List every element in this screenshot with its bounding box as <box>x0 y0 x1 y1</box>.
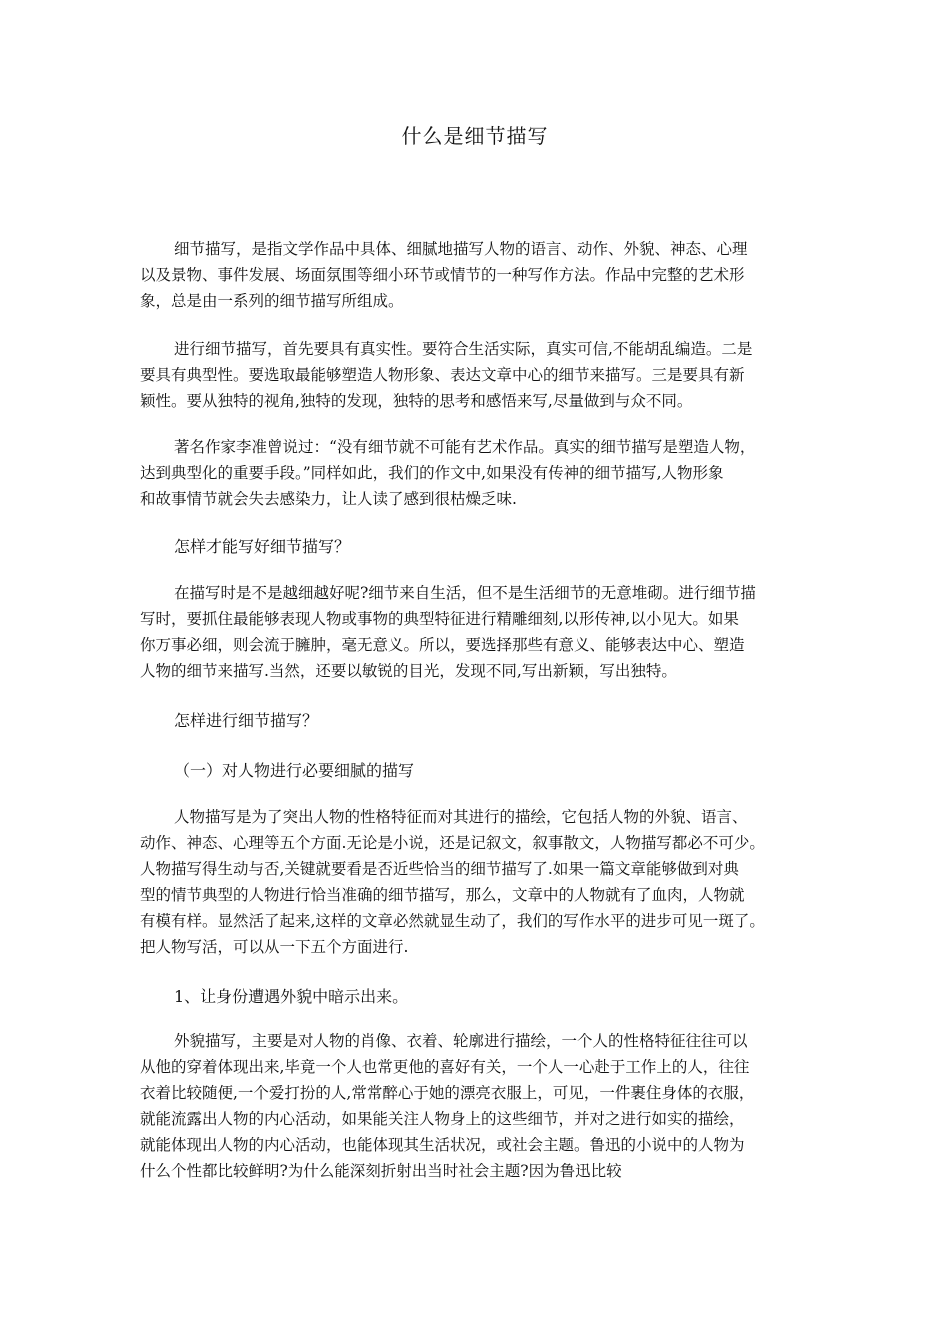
paragraph-line: 以及景物、事件发展、场面氛围等细小环节或情节的一种写作方法。作品中完整的艺术形 <box>140 266 745 284</box>
paragraph-line: 象，总是由一系列的细节描写所组成。 <box>140 292 404 310</box>
paragraph-detail-not-pile <box>140 580 820 684</box>
paragraph-line: 人物描写得生动与否,关键就要看是否近些恰当的细节描写了.如果一篇文章能够做到对典 <box>140 860 739 878</box>
paragraph-line: 就能体现出人物的内心活动，也能体现其生活状况，或社会主题。鲁迅的小说中的人物为 <box>140 1136 745 1154</box>
paragraph-line: 著名作家李准曾说过：“没有细节就不可能有艺术作品。真实的细节描写是塑造人物， <box>174 438 756 456</box>
paragraph-definition <box>140 236 820 314</box>
section-heading-how-to-write-well: 怎样才能写好细节描写？ <box>174 537 351 556</box>
paragraph-line: 颖性。要从独特的视角,独特的发现，独特的思考和感悟来写,尽量做到与众不同。 <box>140 392 693 410</box>
paragraph-requirements <box>140 336 820 414</box>
paragraph-line: 人物的细节来描写.当然，还要以敏锐的目光，发现不同,写出新颖，写出独特。 <box>140 662 677 680</box>
paragraph-line: 把人物写活，可以从一下五个方面进行. <box>140 938 409 956</box>
paragraph-line: 型的情节典型的人物进行恰当准确的细节描写，那么，文章中的人物就有了血肉，人物就 <box>140 886 745 904</box>
paragraph-line: 在描写时是不是越细越好呢?细节来自生活，但不是生活细节的无意堆砌。进行细节描 <box>174 584 756 602</box>
section-heading-how-to-describe: 怎样进行细节描写？ <box>174 711 319 730</box>
paragraph-line: 和故事情节就会失去感染力，让人读了感到很枯燥乏味. <box>140 490 517 508</box>
paragraph-quote <box>140 434 820 512</box>
subsection-heading-characters: （一）对人物进行必要细腻的描写 <box>174 761 415 780</box>
paragraph-line: 进行细节描写，首先要具有真实性。要符合生活实际，真实可信,不能胡乱编造。二是 <box>174 340 753 358</box>
paragraph-line: 你万事必细，则会流于臃肿，毫无意义。所以，要选择那些有意义、能够表达中心、塑造 <box>140 636 745 654</box>
paragraph-line: 达到典型化的重要手段。”同样如此，我们的作文中,如果没有传神的细节描写,人物形象 <box>140 464 724 482</box>
paragraph-appearance <box>140 1028 820 1184</box>
paragraph-line: 动作、神态、心理等五个方面.无论是小说，还是记叙文，叙事散文，人物描写都必不可少。 <box>140 834 765 852</box>
document-title: 什么是细节描写 <box>401 124 549 148</box>
paragraph-line: 衣着比较随便,一个爱打扮的人,常常醉心于她的漂亮衣服上，可见，一件裹住身体的衣服， <box>140 1084 755 1102</box>
paragraph-line: 人物描写是为了突出人物的性格特征而对其进行的描绘，它包括人物的外貌、语言、 <box>174 808 748 826</box>
paragraph-line: 什么个性都比较鲜明?为什么能深刻折射出当时社会主题?因为鲁迅比较 <box>140 1162 622 1180</box>
paragraph-line: 细节描写，是指文学作品中具体、细腻地描写人物的语言、动作、外貌、神态、心理 <box>174 240 748 258</box>
paragraph-line: 要具有典型性。要选取最能够塑造人物形象、表达文章中心的细节来描写。三是要具有新 <box>140 366 745 384</box>
paragraph-character-description <box>140 804 820 960</box>
paragraph-line: 写时，要抓住最能够表现人物或事物的典型特征进行精雕细刻,以形传神,以小见大。如果 <box>140 610 739 628</box>
item-heading-appearance: 1、让身份遭遇外貌中暗示出来。 <box>174 987 409 1006</box>
paragraph-line: 就能流露出人物的内心活动，如果能关注人物身上的这些细节，并对之进行如实的描绘， <box>140 1110 745 1128</box>
paragraph-line: 外貌描写，主要是对人物的肖像、衣着、轮廓进行描绘，一个人的性格特征往往可以 <box>174 1032 748 1050</box>
paragraph-line: 有模有样。显然活了起来,这样的文章必然就显生动了，我们的写作水平的进步可见一斑了。 <box>140 912 765 930</box>
paragraph-line: 从他的穿着体现出来,毕竟一个人也常更他的喜好有关，一个人一心赴于工作上的人，往往 <box>140 1058 750 1076</box>
